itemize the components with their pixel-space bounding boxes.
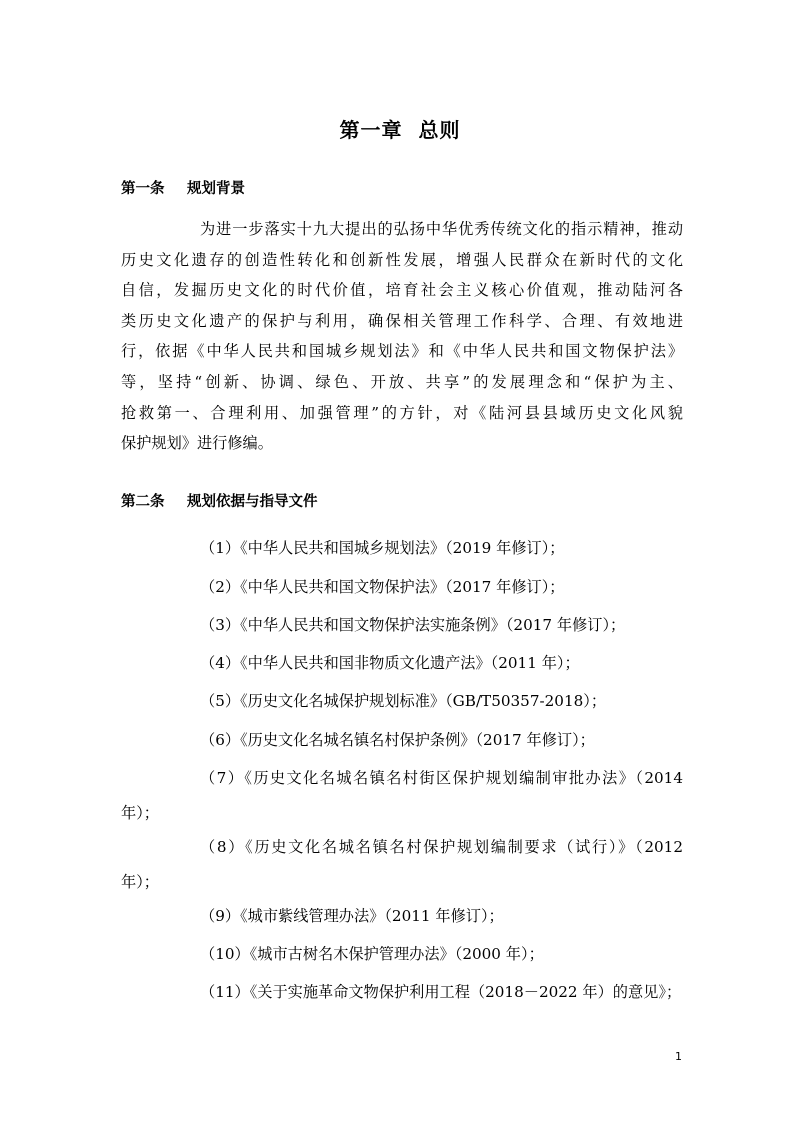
article-1-title: 规划背景 [187, 181, 245, 197]
article-1-number: 第一条 [121, 181, 165, 197]
paragraph-line: 历史文化遗存的创造性转化和创新性发展，增强人民群众在新时代的文化 [121, 250, 683, 269]
article-1-paragraph [121, 214, 683, 459]
reference-item: （8）《历史文化名城名镇名村保护规划编制要求（试行）》（2012 年）； [121, 838, 683, 891]
reference-item: （3）《中华人民共和国文物保护法实施条例》（2017 年修订）； [200, 616, 626, 634]
article-1-heading [121, 177, 245, 198]
article-2-title: 规划依据与指导文件 [187, 494, 318, 510]
paragraph-line: 类历史文化遗产的保护与利用，确保相关管理工作科学、合理、有效地进 [121, 311, 683, 330]
paragraph-line: 为进一步落实十九大提出的弘扬中华优秀传统文化的指示精神，推动 [200, 220, 683, 238]
reference-item: （7）《历史文化名城名镇名村街区保护规划编制审批办法》（2014 年）； [121, 769, 683, 822]
reference-item: （6）《历史文化名城名镇名村保护条例》（2017 年修订）； [200, 731, 595, 749]
reference-item: （5）《历史文化名城保护规划标准》（GB/T50357-2018）； [200, 692, 607, 710]
reference-item: （2）《中华人民共和国文物保护法》（2017 年修订）； [200, 578, 565, 596]
paragraph-line: 行，依据《中华人民共和国城乡规划法》和《中华人民共和国文物保护法》 [121, 342, 683, 361]
reference-item: （11）《关于实施革命文物保护利用工程（2018－2022 年）的意见》； [200, 983, 682, 1001]
page-number: 1 [675, 1050, 682, 1063]
article-2-heading [121, 490, 318, 511]
reference-item: （10）《城市古树名木保护管理办法》（2000 年）； [200, 945, 544, 963]
chapter-title: 第一章 总则 [339, 118, 461, 142]
paragraph-line: 抢救第一、合理利用、加强管理”的方针，对《陆河县县域历史文化风貌 [121, 403, 683, 422]
paragraph-line: 自信，发掘历史文化的时代价值，培育社会主义核心价值观，推动陆河各 [121, 281, 683, 300]
article-2-number: 第二条 [121, 494, 165, 510]
paragraph-line: 保护规划》进行修编。 [121, 434, 273, 453]
reference-item: （1）《中华人民共和国城乡规划法》（2019 年修订）； [200, 539, 565, 557]
paragraph-line: 等，坚持“创新、协调、绿色、开放、共享”的发展理念和“保护为主、 [121, 372, 683, 391]
reference-item: （4）《中华人民共和国非物质文化遗产法》（2011 年）； [200, 654, 580, 672]
reference-item: （9）《城市紫线管理办法》（2011 年修订）； [200, 907, 504, 925]
